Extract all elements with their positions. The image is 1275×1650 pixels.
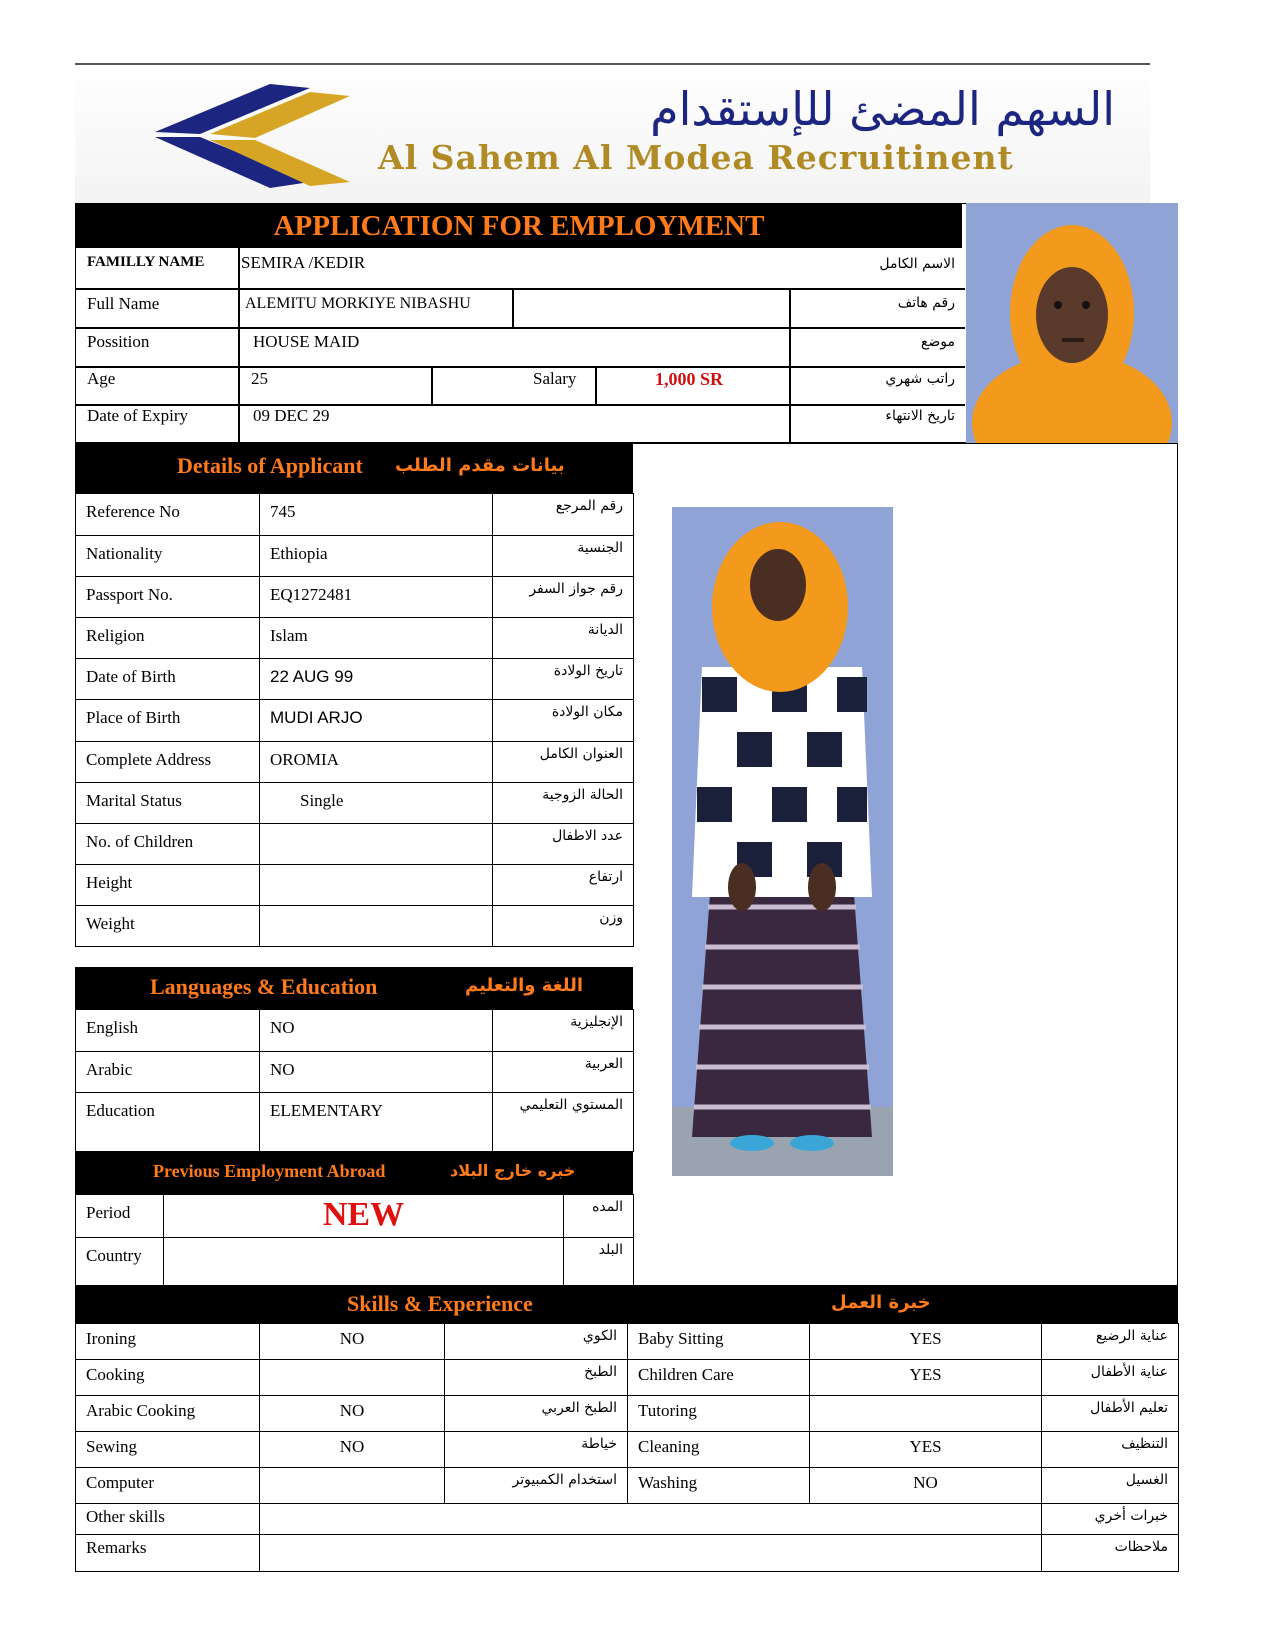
row-value: EQ1272481	[260, 577, 493, 618]
table-row	[76, 1093, 634, 1152]
period-arabic: المده	[564, 1195, 634, 1238]
banner-arabic-name: السهم المضئ للإستقدام	[650, 82, 1115, 136]
row-label: Religion	[76, 618, 260, 659]
row-value: Ethiopia	[260, 536, 493, 577]
row-arabic-label: العربية	[493, 1052, 634, 1093]
row-label: No. of Children	[76, 824, 260, 865]
skills-title-ar: خبرة العمل	[831, 1292, 931, 1313]
skill-left-value	[260, 1360, 445, 1396]
period-value: NEW	[164, 1195, 564, 1238]
position-value: HOUSE MAID	[253, 332, 360, 351]
skill-left-label: Computer	[76, 1468, 260, 1504]
table-row	[76, 742, 634, 783]
skill-left-value: NO	[260, 1396, 445, 1432]
row-arabic-label: الديانة	[493, 618, 634, 659]
remarks-label: Remarks	[76, 1535, 260, 1572]
row-value: 745	[260, 494, 493, 536]
family-name-arabic: الاسم الكامل	[879, 256, 955, 272]
country-label: Country	[76, 1238, 164, 1286]
banner-english-name: Al Sahem Al Modea Recruitinent	[378, 138, 1014, 177]
row-label: Arabic	[76, 1052, 260, 1093]
country-value	[164, 1238, 564, 1286]
skill-right-value: NO	[810, 1468, 1042, 1504]
table-row	[76, 618, 634, 659]
skills-title-en: Skills & Experience	[347, 1291, 533, 1316]
row-arabic-label: عدد الاطفال	[493, 824, 634, 865]
previous-title-en: Previous Employment Abroad	[153, 1161, 386, 1181]
application-title: APPLICATION FOR EMPLOYMENT	[76, 204, 962, 248]
table-row	[76, 659, 634, 700]
skill-right-arabic: تعليم الأطفال	[1042, 1396, 1179, 1432]
row-arabic-label: المستوي التعليمي	[493, 1093, 634, 1152]
table-row	[76, 577, 634, 618]
remarks-value	[260, 1535, 1042, 1572]
row-value	[260, 865, 493, 906]
row-value: Single	[260, 783, 493, 824]
row-label: Place of Birth	[76, 700, 260, 742]
details-title-ar: بيانات مقدم الطلب	[395, 455, 565, 476]
details-title-en: Details of Applicant	[177, 453, 363, 478]
row-value: 22 AUG 99	[260, 659, 493, 700]
skill-left-label: Ironing	[76, 1324, 260, 1360]
other-skills-label: Other skills	[76, 1504, 260, 1535]
salary-arabic: راتب شهري	[885, 371, 955, 387]
expiry-label: Date of Expiry	[87, 406, 189, 425]
arrow-logo-icon	[150, 82, 360, 192]
row-label: Marital Status	[76, 783, 260, 824]
skill-left-label: Cooking	[76, 1360, 260, 1396]
table-row	[76, 865, 634, 906]
previous-header	[75, 1151, 633, 1194]
row-value: MUDI ARJO	[260, 700, 493, 742]
expiry-value: 09 DEC 29	[253, 406, 330, 425]
table-row	[76, 824, 634, 865]
row-label: Nationality	[76, 536, 260, 577]
skills-header	[75, 1286, 1178, 1323]
table-row	[76, 1052, 634, 1093]
skill-right-value: YES	[810, 1432, 1042, 1468]
previous-title-ar: خبره خارج البلاد	[450, 1161, 576, 1180]
full-name-value: ALEMITU MORKIYE NIBASHU	[245, 295, 471, 312]
row-value: OROMIA	[260, 742, 493, 783]
skill-right-label: Tutoring	[628, 1396, 810, 1432]
row-arabic-label: تاريخ الولادة	[493, 659, 634, 700]
details-header	[75, 443, 633, 493]
row-label: Height	[76, 865, 260, 906]
details-table	[75, 493, 634, 947]
table-row	[76, 536, 634, 577]
portrait-photo	[966, 203, 1178, 443]
skill-right-arabic: التنظيف	[1042, 1432, 1179, 1468]
remarks-arabic: ملاحظات	[1042, 1535, 1179, 1572]
skill-right-label: Baby Sitting	[628, 1324, 810, 1360]
position-label: Possition	[87, 332, 150, 351]
row-value: Islam	[260, 618, 493, 659]
row-label: Passport No.	[76, 577, 260, 618]
age-value: 25	[251, 369, 268, 388]
skill-right-label: Washing	[628, 1468, 810, 1504]
other-skills-value	[260, 1504, 1042, 1535]
row-value: ELEMENTARY	[260, 1093, 493, 1152]
expiry-arabic: تاريخ الانتهاء	[885, 408, 955, 424]
skill-left-value: NO	[260, 1432, 445, 1468]
row-arabic-label: الحالة الزوجية	[493, 783, 634, 824]
header-rows	[75, 248, 965, 443]
skill-right-value	[810, 1396, 1042, 1432]
row-arabic-label: رقم المرجع	[493, 494, 634, 536]
table-row	[76, 1468, 1179, 1504]
period-label: Period	[76, 1195, 164, 1238]
country-arabic: البلد	[564, 1238, 634, 1286]
age-label: Age	[87, 369, 116, 388]
row-label: Date of Birth	[76, 659, 260, 700]
full-name-arabic: رقم هاتف	[897, 295, 955, 311]
portrait-figure-icon	[966, 203, 1178, 443]
remarks-row	[76, 1535, 1179, 1572]
full-name-label: Full Name	[87, 294, 160, 313]
row-value: NO	[260, 1010, 493, 1052]
skill-right-label: Children Care	[628, 1360, 810, 1396]
row-arabic-label: الإنجليزية	[493, 1010, 634, 1052]
row-arabic-label: وزن	[493, 906, 634, 947]
row-arabic-label: مكان الولادة	[493, 700, 634, 742]
family-name-value: SEMIRA /KEDIR	[241, 253, 366, 272]
position-arabic: موضع	[920, 334, 955, 350]
salary-value: 1,000 SR	[655, 369, 724, 389]
skill-left-label: Sewing	[76, 1432, 260, 1468]
row-arabic-label: رقم جواز السفر	[493, 577, 634, 618]
row-label: Education	[76, 1093, 260, 1152]
skill-right-label: Cleaning	[628, 1432, 810, 1468]
skill-right-value: YES	[810, 1324, 1042, 1360]
table-row	[76, 494, 634, 536]
table-row	[76, 1360, 1179, 1396]
row-label: Weight	[76, 906, 260, 947]
table-row	[76, 700, 634, 742]
skill-left-arabic: الطبخ العربي	[445, 1396, 628, 1432]
full-body-photo	[672, 507, 893, 1176]
skill-left-value: NO	[260, 1324, 445, 1360]
row-value	[260, 906, 493, 947]
row-arabic-label: الجنسية	[493, 536, 634, 577]
row-label: Reference No	[76, 494, 260, 536]
languages-header	[75, 967, 633, 1009]
skill-left-value	[260, 1468, 445, 1504]
row-value: NO	[260, 1052, 493, 1093]
skill-right-arabic: عناية الأطفال	[1042, 1360, 1179, 1396]
row-value	[260, 824, 493, 865]
skill-left-arabic: خياطة	[445, 1432, 628, 1468]
salary-label: Salary	[533, 369, 577, 388]
table-row	[76, 1010, 634, 1052]
skill-left-label: Arabic Cooking	[76, 1396, 260, 1432]
row-arabic-label: ارتفاع	[493, 865, 634, 906]
table-row	[76, 1432, 1179, 1468]
row-arabic-label: العنوان الكامل	[493, 742, 634, 783]
skills-table	[75, 1323, 1179, 1572]
skill-left-arabic: الكوي	[445, 1324, 628, 1360]
other-skills-arabic: خبرات أخري	[1042, 1504, 1179, 1535]
other-skills-row	[76, 1504, 1179, 1535]
family-name-label: FAMILLY NAME	[87, 254, 205, 270]
skill-right-arabic: عناية الرضيع	[1042, 1324, 1179, 1360]
table-row	[76, 906, 634, 947]
table-row	[76, 1324, 1179, 1360]
table-row	[76, 783, 634, 824]
full-body-figure-icon	[672, 507, 893, 1176]
skill-left-arabic: الطبخ	[445, 1360, 628, 1396]
row-label: Complete Address	[76, 742, 260, 783]
skill-right-arabic: الغسيل	[1042, 1468, 1179, 1504]
previous-table	[75, 1194, 634, 1286]
skill-left-arabic: استخدام الكمبيوتر	[445, 1468, 628, 1504]
languages-title-ar: اللغة والتعليم	[465, 975, 584, 996]
skill-right-value: YES	[810, 1360, 1042, 1396]
languages-table	[75, 1009, 634, 1152]
row-label: English	[76, 1010, 260, 1052]
table-row	[76, 1396, 1179, 1432]
languages-title-en: Languages & Education	[150, 974, 378, 999]
